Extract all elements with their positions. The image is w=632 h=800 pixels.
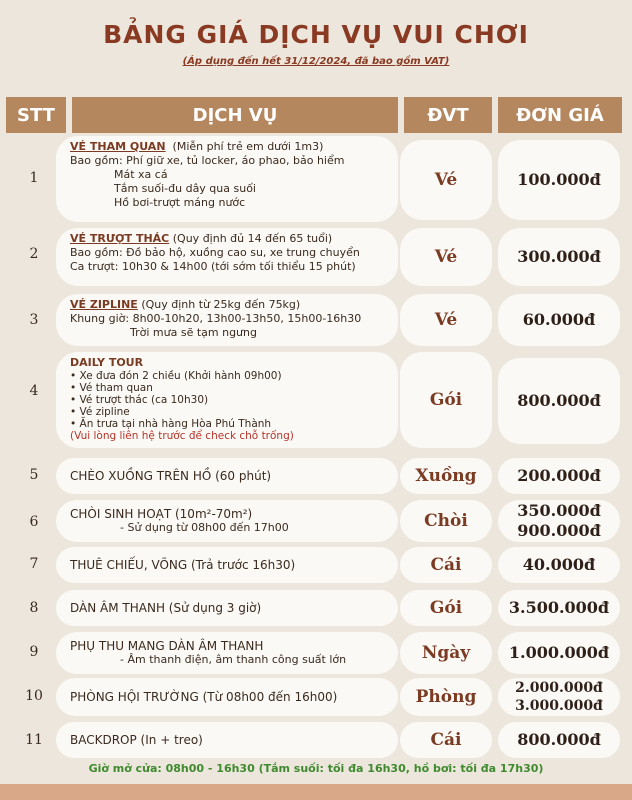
service-line: Trời mưa sẽ tạm ngưng: [130, 326, 257, 339]
service-warning: (Vui lòng liên hệ trước để check chỗ trống): [70, 430, 294, 442]
row-stt: 4: [29, 383, 39, 399]
service-cell: [56, 458, 398, 494]
service-note: (Miễn phí trẻ em dưới 1m3): [172, 140, 324, 153]
service-line: Tắm suối-đu dây qua suối: [114, 182, 256, 195]
price-value: 300.000đ: [517, 247, 601, 266]
service-line: Bao gồm: Phí giữ xe, tủ locker, áo phao, bảo hiểm: [70, 154, 345, 167]
price-cell: [498, 294, 620, 346]
service-name: CHÈO XUỒNG TRÊN HỒ (60 phút): [70, 469, 272, 483]
row-stt: 3: [29, 312, 39, 328]
service-name: VÉ TRƯỢT THÁC: [70, 232, 170, 245]
row-stt: 7: [29, 556, 39, 572]
price-value: 3.500.000đ: [508, 598, 610, 617]
service-name: DÀN ÂM THANH (Sử dụng 3 giờ): [70, 601, 262, 615]
service-cell: [56, 352, 398, 448]
service-cell: [56, 590, 398, 626]
service-line: Mát xa cá: [114, 168, 168, 181]
price-cell: [498, 458, 620, 494]
price-value: 60.000đ: [522, 310, 596, 329]
service-cell: [56, 500, 398, 542]
service-name: CHÒI SINH HOẠT (10m²-70m²): [70, 507, 253, 521]
service-cell: [56, 136, 398, 222]
service-name: DAILY TOUR: [70, 356, 144, 369]
price-cell: [498, 547, 620, 583]
unit-cell: Cái: [400, 547, 492, 583]
unit-cell: Chòi: [400, 500, 492, 542]
row-stt: 2: [29, 246, 39, 262]
unit-cell: Vé: [400, 228, 492, 286]
unit-cell: Vé: [400, 140, 492, 220]
service-cell: [56, 632, 398, 674]
row-stt: 8: [29, 600, 39, 616]
service-line: • Ăn trưa tại nhà hàng Hòa Phú Thành: [70, 418, 272, 430]
service-note: (Quy định từ 25kg đến 75kg): [141, 298, 301, 311]
header-unit: ĐVT: [404, 97, 492, 133]
row-stt: 6: [29, 514, 39, 530]
price-value: 200.000đ: [517, 466, 601, 485]
price-cell: [498, 228, 620, 286]
service-note: (Quy định đủ 14 đến 65 tuổi): [172, 232, 333, 245]
header-price: ĐƠN GIÁ: [498, 97, 622, 133]
service-name: THUÊ CHIẾU, VÕNG (Trả trước 16h30): [70, 558, 296, 572]
service-cell: [56, 228, 398, 286]
opening-hours-footer: Giờ mở cửa: 08h00 - 16h30 (Tắm suối: tối đa 16h30, hồ bơi: tối đa 17h30): [88, 762, 544, 775]
service-name: BACKDROP (In + treo): [70, 733, 203, 747]
price-value: 2.000.000đ: [515, 680, 603, 696]
price-cell: [498, 722, 620, 758]
unit-cell: Phòng: [400, 678, 492, 716]
service-line: • Vé trượt thác (ca 10h30): [70, 394, 209, 406]
unit-cell: Ngày: [400, 632, 492, 674]
service-line: Hồ bơi-trượt máng nước: [114, 196, 246, 209]
price-value: 40.000đ: [522, 555, 596, 574]
service-name: PHỤ THU MANG DÀN ÂM THANH: [70, 639, 264, 653]
page-title: BẢNG GIÁ DỊCH VỤ VUI CHƠI: [103, 20, 529, 49]
price-cell: [498, 140, 620, 220]
header-service: DỊCH VỤ: [72, 97, 398, 133]
service-cell: [56, 678, 398, 716]
service-line: Ca trượt: 10h30 & 14h00 (tới sớm tối thiểu 15 phút): [70, 260, 356, 273]
price-value: 350.000đ: [517, 501, 601, 520]
price-value: 1.000.000đ: [508, 643, 610, 662]
price-cell: [498, 632, 620, 674]
service-name: VÉ ZIPLINE: [70, 298, 138, 311]
unit-cell: Gói: [400, 352, 492, 448]
row-stt: 11: [25, 732, 43, 748]
page-subtitle: (Áp dụng đến hết 31/12/2024, đã bao gồm VAT): [182, 56, 450, 67]
unit-cell: Xuồng: [400, 458, 492, 494]
row-stt: 5: [29, 467, 39, 483]
price-cell: [498, 358, 620, 444]
service-name: PHÒNG HỘI TRƯỜNG (Từ 08h00 đến 16h00): [70, 690, 338, 704]
service-line: • Vé tham quan: [70, 382, 153, 394]
row-stt: 9: [29, 644, 39, 660]
row-stt: 10: [25, 688, 43, 704]
service-name: VÉ THAM QUAN: [70, 140, 166, 153]
price-value: 800.000đ: [517, 391, 601, 410]
price-cell: [498, 590, 620, 626]
service-cell: [56, 722, 398, 758]
service-line: • Vé zipline: [70, 406, 130, 418]
service-line: - Sử dụng từ 08h00 đến 17h00: [120, 521, 289, 534]
service-cell: [56, 294, 398, 346]
header-stt: STT: [6, 97, 66, 133]
price-value: 900.000đ: [517, 521, 601, 540]
unit-cell: Gói: [400, 590, 492, 626]
unit-cell: Cái: [400, 722, 492, 758]
service-line: - Âm thanh điện, âm thanh công suất lớn: [120, 653, 347, 666]
unit-cell: Vé: [400, 294, 492, 346]
price-cell: [498, 678, 620, 716]
bottom-bar: [0, 784, 632, 800]
price-value: 3.000.000đ: [515, 698, 603, 714]
price-cell: [498, 500, 620, 542]
service-cell: [56, 547, 398, 583]
service-line: • Xe đưa đón 2 chiều (Khởi hành 09h00): [70, 370, 282, 382]
service-line: Khung giờ: 8h00-10h20, 13h00-13h50, 15h00-16h30: [70, 312, 362, 325]
price-value: 100.000đ: [517, 170, 601, 189]
price-value: 800.000đ: [517, 730, 601, 749]
service-line: Bao gồm: Đồ bảo hộ, xuồng cao su, xe trung chuyển: [70, 246, 360, 259]
row-stt: 1: [29, 170, 39, 186]
